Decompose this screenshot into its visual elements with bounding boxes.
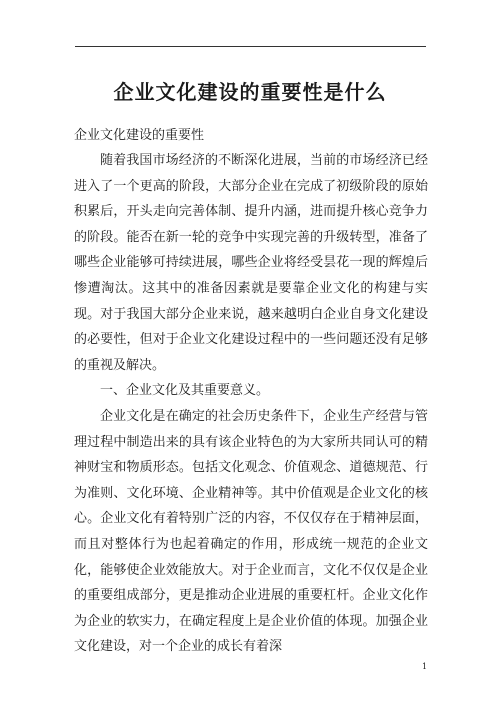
paragraph-intro: 随着我国市场经济的不断深化进展，当前的市场经济已经进入了一个更高的阶段，大部分企业在完成了初级阶段的原始积累后，开头走向完善体制、提升内涵，进而提升核心竞争力的阶段。能否在新一轮的竞争中实现完善的升级转型，准备了哪些企业能够可持续进展，哪些企业将经受昙花一现的辉煌后惨遭淘汰。这其中的准备因素就是要靠企业文化的构建与实现。对于我国大部分企业来说，越来越明白企业自身文化建设的必要性，但对于企业文化建设过程中的一些问题还没有足够的重视及解决。 — [74, 153, 428, 373]
section-heading: 一、企业文化及其重要意义。 — [100, 383, 270, 399]
header-rule — [75, 46, 426, 47]
paragraph-definition: 企业文化是在确定的社会历史条件下，企业生产经营与管理过程中制造出来的具有该企业特色的为大家所共同认可的精神财宝和物质形态。包括文化观念、价值观念、道德规范、行为准则、文化环境、企业精神等。其中价值观是企业文化的核心。企业文化有着特别广泛的内容，不仅仅存在于精神层面，而且对整体行为也起着确定的作用，形成统一规范的企业文化，能够使企业效能放大。对于企业而言，文化不仅仅是企业的重要组成部分，更是推动企业进展的重要杠杆。企业文化作为企业的软实力，在确定程度上是企业价值的体现。加强企业文化建设，对一个企业的成长有着深 — [74, 408, 428, 655]
document-body — [74, 148, 428, 660]
page-number: 1 — [422, 662, 428, 671]
document-title: 企业文化建设的重要性是什么 — [113, 80, 387, 104]
document-subtitle: 企业文化建设的重要性 — [74, 128, 205, 143]
